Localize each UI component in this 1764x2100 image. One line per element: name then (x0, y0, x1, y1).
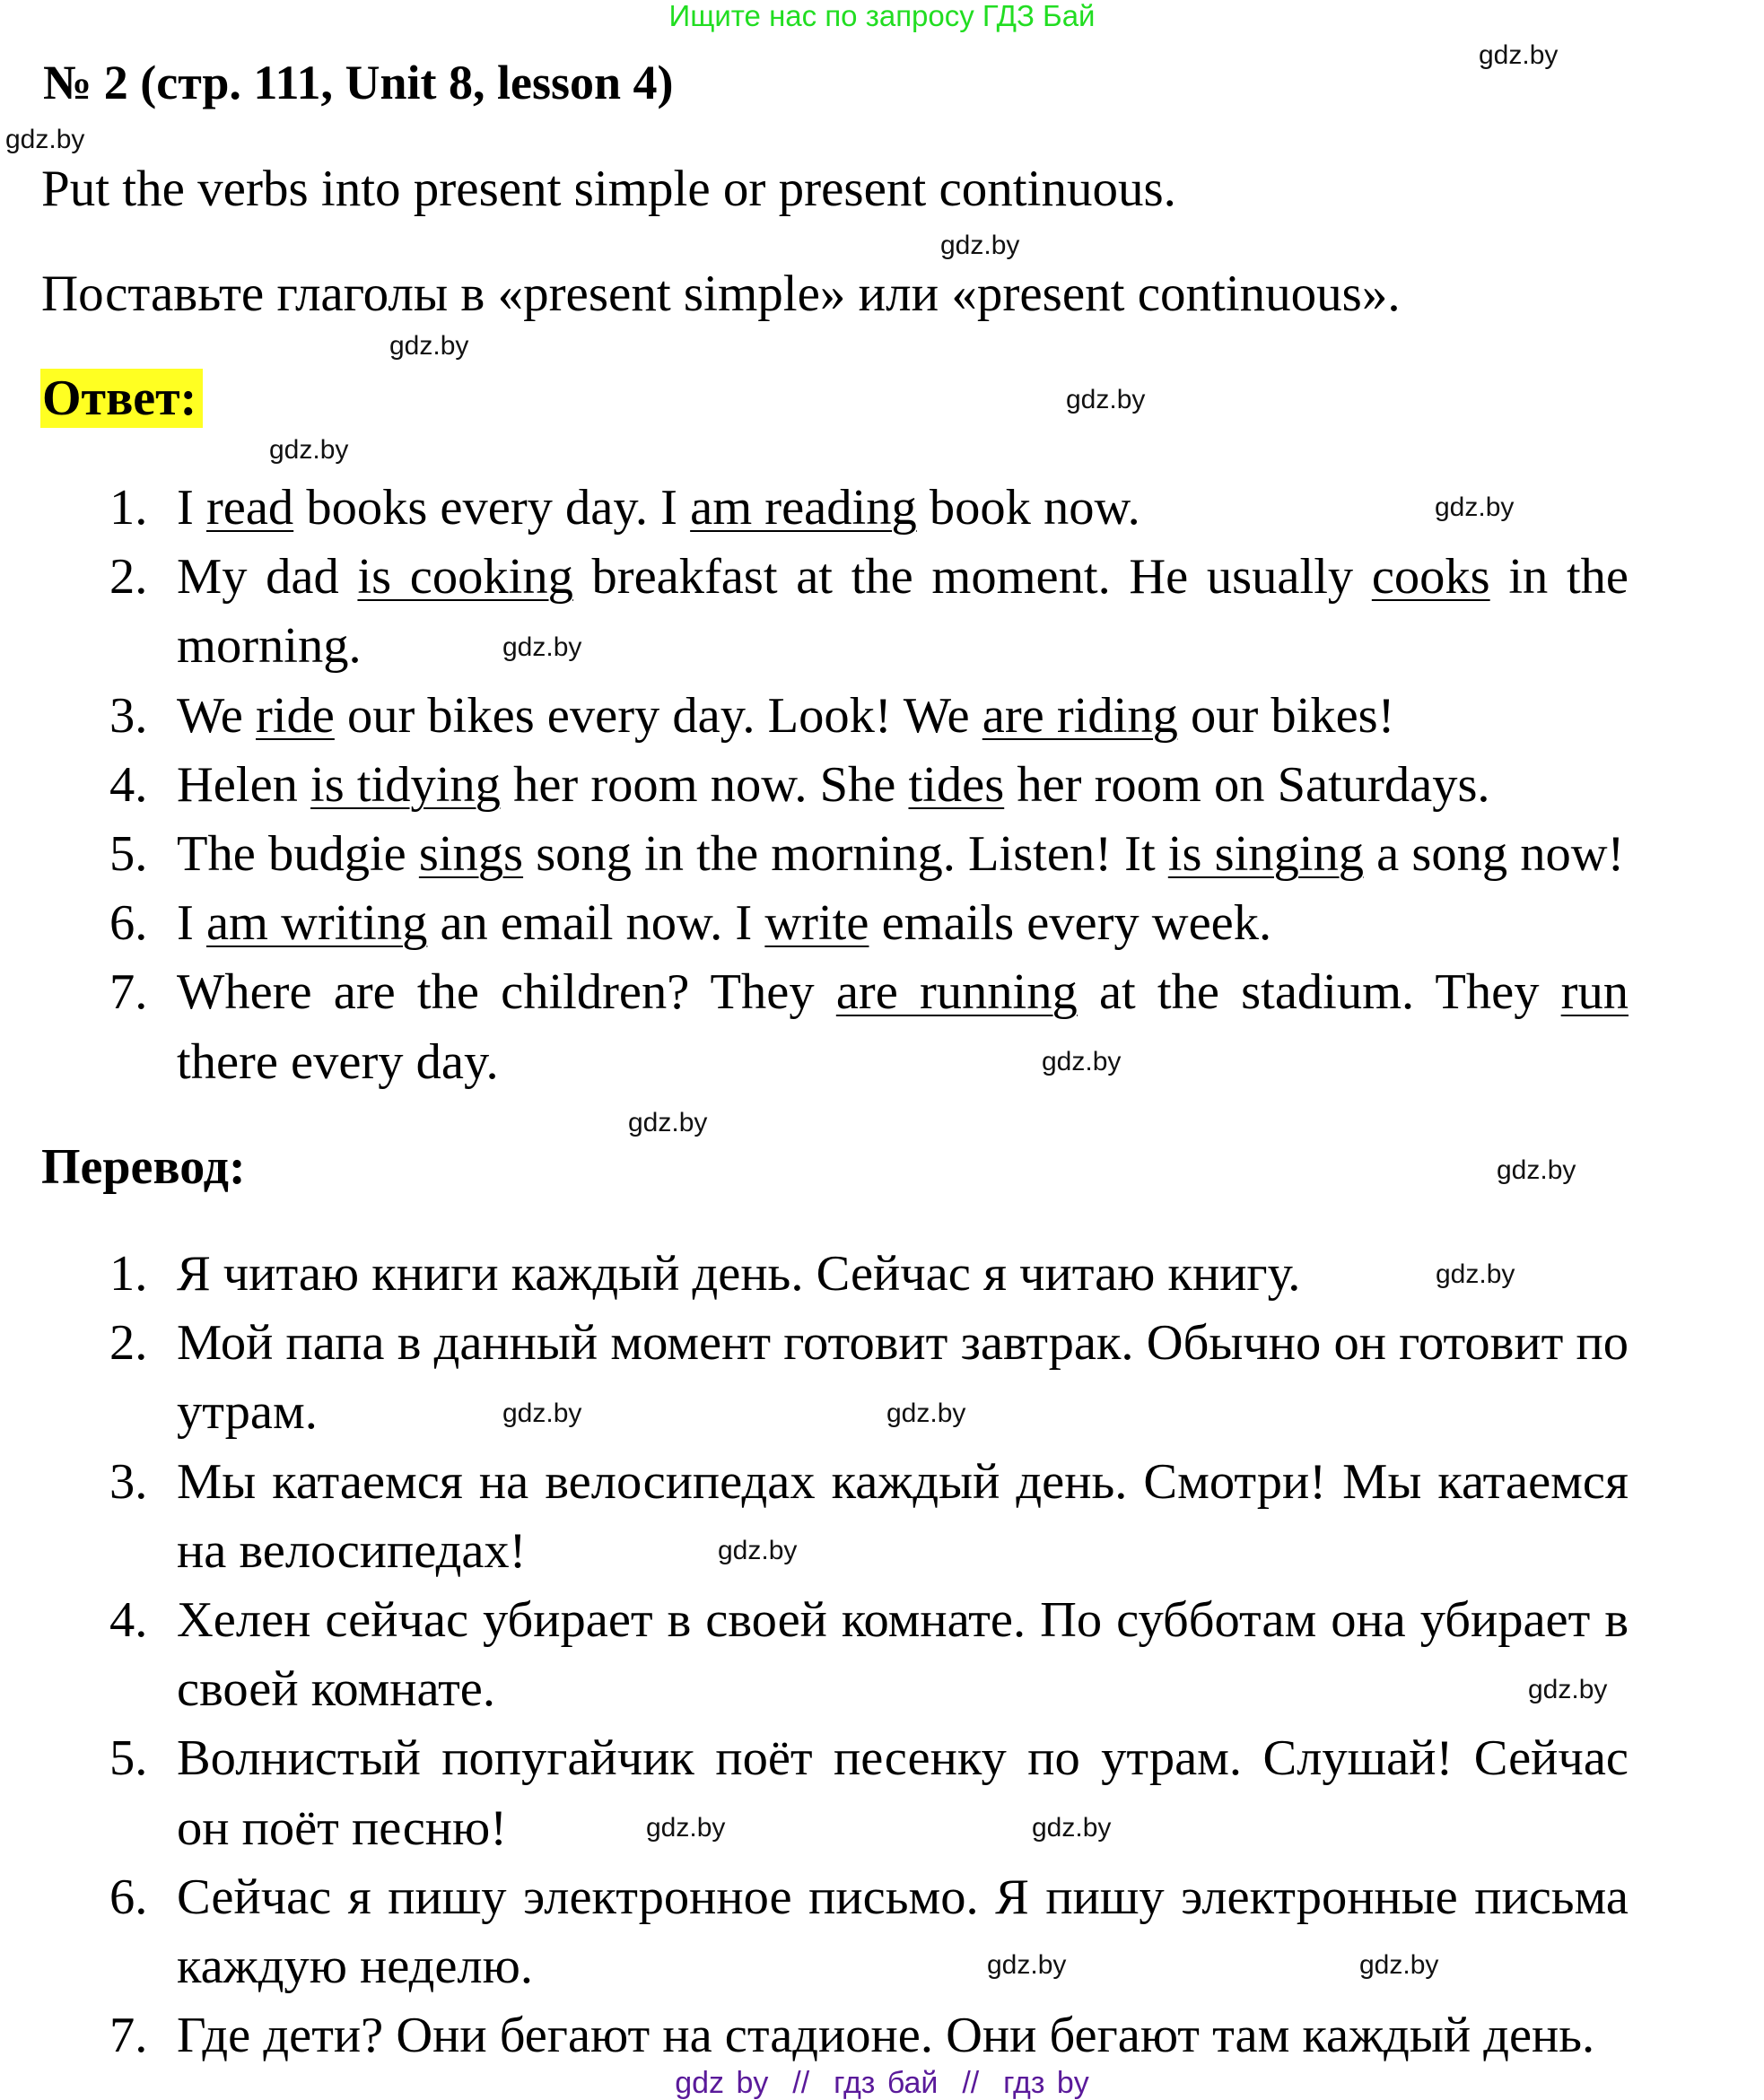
answer-list (109, 474, 1629, 1097)
text-segment: in the morning. (177, 549, 1629, 675)
answer-heading-text: Ответ: (42, 370, 197, 426)
text-segment: My dad (177, 549, 358, 606)
watermark: gdz.by (269, 435, 349, 465)
translation-text: Хелен сейчас убирает в своей комнате. По субботам она убирает в своей комнате. (177, 1592, 1629, 1718)
translation-list (109, 1240, 1629, 2070)
verb-answer: are riding (982, 687, 1178, 744)
item-number: 4. (109, 756, 148, 813)
text-segment: emails every week. (869, 895, 1272, 952)
answer-text (177, 751, 1629, 820)
watermark: gdz.by (987, 1950, 1067, 1980)
verb-answer: ride (256, 687, 335, 744)
translation-text: Сейчас я пишу электронное письмо. Я пишу электронные письма каждую неделю. (177, 1869, 1629, 1995)
item-number: 2. (109, 1315, 148, 1372)
watermark: gdz.by (389, 331, 469, 361)
verb-answer: am writing (205, 895, 428, 952)
text-segment: breakfast at the moment. He usually (572, 549, 1372, 606)
item-number: 7. (109, 964, 148, 1021)
translation-text: Волнистый попугайчик поёт песенку по утрам. Слушай! Сейчас он поёт песню! (177, 1730, 1629, 1856)
text-segment: Helen (177, 756, 311, 813)
text-segment: I (177, 480, 206, 536)
answer-item (109, 543, 1629, 681)
translation-item (109, 1448, 1629, 1586)
verb-answer: is cooking (357, 549, 573, 606)
text-segment: I (177, 895, 206, 952)
watermark: gdz.by (502, 1399, 582, 1428)
item-number: 6. (109, 1869, 148, 1925)
verb-answer: tides (908, 756, 1005, 813)
exercise-title: № 2 (стр. 111, Unit 8, lesson 4) (43, 56, 674, 109)
translation-item (109, 1724, 1629, 1862)
watermark: gdz.by (1066, 385, 1146, 414)
watermark: gdz.by (718, 1536, 798, 1565)
verb-answer: am reading (690, 480, 917, 536)
answer-text (177, 682, 1629, 751)
translation-heading: Перевод: (41, 1139, 246, 1195)
item-number: 5. (109, 826, 148, 883)
verb-answer: read (205, 480, 294, 536)
text-segment: our bikes! (1177, 687, 1395, 744)
watermark: gdz.by (940, 231, 1020, 260)
footer-links: gdz by // гдз бай // гдз by (675, 2066, 1089, 2100)
watermark: gdz.by (886, 1399, 966, 1428)
item-number: 4. (109, 1592, 148, 1649)
watermark: gdz.by (628, 1108, 708, 1137)
translation-text: Мой папа в данный момент готовит завтрак. Обычно он готовит по утрам. (177, 1315, 1629, 1441)
translation-text: Где дети? Они бегают на стадионе. Они бегают там каждый день. (177, 2008, 1595, 2064)
watermark: gdz.by (1042, 1047, 1122, 1076)
watermark: gdz.by (1359, 1950, 1439, 1980)
verb-answer: run (1560, 964, 1629, 1021)
verb-answer: is tidying (310, 756, 501, 813)
verb-answer: are running (835, 964, 1078, 1021)
translation-item (109, 2001, 1629, 2070)
watermark: gdz.by (5, 125, 85, 154)
watermark: gdz.by (1435, 492, 1515, 522)
watermark: gdz.by (646, 1813, 726, 1843)
text-segment: Where are the children? They (177, 964, 836, 1021)
item-number: 3. (109, 1453, 148, 1510)
text-segment: We (177, 687, 257, 744)
text-segment: books every day. I (293, 480, 691, 536)
watermark: gdz.by (502, 632, 582, 662)
text-segment: book now. (916, 480, 1140, 536)
answer-text (177, 474, 1629, 543)
translation-text: Мы катаемся на велосипедах каждый день. Смотри! Мы катаемся на велосипедах! (177, 1453, 1629, 1579)
text-segment: our bikes every day. Look! We (334, 687, 982, 744)
answer-heading (40, 369, 203, 428)
item-number: 5. (109, 1730, 148, 1787)
translation-text: Я читаю книги каждый день. Сейчас я читаю книгу. (177, 1246, 1301, 1302)
item-number: 7. (109, 2008, 148, 2064)
item-number: 1. (109, 480, 148, 536)
verb-answer: is singing (1167, 826, 1364, 883)
answer-item (109, 682, 1629, 751)
text-segment: her room on Saturdays. (1004, 756, 1490, 813)
item-number: 2. (109, 549, 148, 606)
answer-item (109, 474, 1629, 543)
translation-item (109, 1309, 1629, 1447)
instruction-english: Put the verbs into present simple or present continuous. (41, 161, 1176, 217)
answer-item (109, 751, 1629, 820)
item-number: 6. (109, 895, 148, 952)
translation-item (109, 1240, 1629, 1309)
verb-answer: write (764, 895, 869, 952)
verb-answer: sings (418, 826, 524, 883)
item-number: 3. (109, 687, 148, 744)
answer-text (177, 889, 1629, 958)
search-banner: Ищите нас по запросу ГДЗ Бай (668, 0, 1096, 32)
item-number: 1. (109, 1246, 148, 1302)
text-segment: her room now. She (500, 756, 909, 813)
text-segment: an email now. I (427, 895, 765, 952)
text-segment: at the stadium. They (1077, 964, 1561, 1021)
watermark: gdz.by (1436, 1259, 1515, 1289)
watermark: gdz.by (1032, 1813, 1112, 1843)
answer-item (109, 820, 1629, 889)
answer-text (177, 820, 1629, 889)
watermark: gdz.by (1528, 1675, 1608, 1704)
text-segment: a song now! (1364, 826, 1625, 883)
text-segment: there every day. (177, 1033, 499, 1090)
answer-text (177, 958, 1629, 1096)
translation-item (109, 1586, 1629, 1724)
translation-item (109, 1863, 1629, 2001)
answer-item (109, 958, 1629, 1096)
watermark: gdz.by (1497, 1155, 1576, 1185)
watermark: gdz.by (1479, 40, 1559, 70)
answer-item (109, 889, 1629, 958)
text-segment: The budgie (177, 826, 419, 883)
text-segment: song in the morning. Listen! It (523, 826, 1168, 883)
answer-text (177, 543, 1629, 681)
instruction-russian: Поставьте глаголы в «present simple» или «present continuous». (41, 266, 1401, 322)
verb-answer: cooks (1371, 549, 1490, 606)
